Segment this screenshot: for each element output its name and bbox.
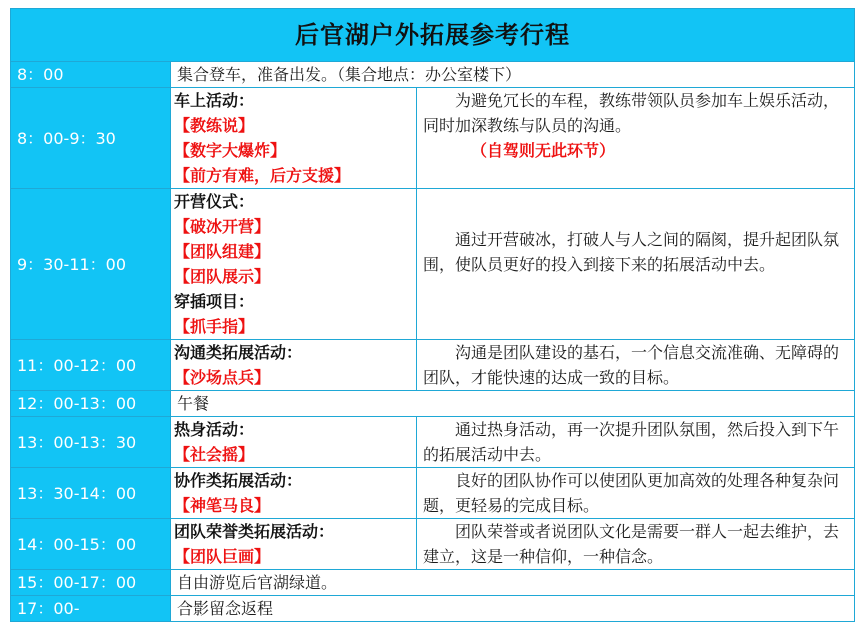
table-row xyxy=(11,468,855,519)
activity-heading: 车上活动： xyxy=(174,91,255,110)
activity-cell xyxy=(171,189,417,340)
table-row xyxy=(11,88,855,189)
description-cell xyxy=(417,519,855,570)
table-row xyxy=(11,391,855,417)
activity-item: 【团队组建】 xyxy=(174,242,271,261)
description-text: 通过开营破冰，打破人与人之间的隔阂，提升起团队氛围，使队员更好的投入到接下来的拓展活动中去。 xyxy=(423,229,840,274)
itinerary-document xyxy=(10,8,854,622)
itinerary-table xyxy=(10,8,855,622)
activity-item: 【沙场点兵】 xyxy=(174,368,271,387)
time-cell: 13：00-13：30 xyxy=(11,417,171,468)
activity-cell xyxy=(171,417,417,468)
table-row xyxy=(11,189,855,340)
table-row xyxy=(11,417,855,468)
activity-cell xyxy=(171,88,417,189)
description-cell xyxy=(417,340,855,391)
description-text: 通过热身活动，再一次提升团队氛围，然后投入到下午的拓展活动中去。 xyxy=(423,420,840,464)
activity-heading: 穿插项目： xyxy=(174,292,255,311)
activity-heading: 沟通类拓展活动： xyxy=(174,343,303,362)
activity-cell xyxy=(171,468,417,519)
activity-item: 【团队巨画】 xyxy=(174,547,271,566)
table-row xyxy=(11,340,855,391)
description-text: 良好的团队协作可以使团队更加高效的处理各种复杂问题，更轻易的完成目标。 xyxy=(423,471,840,515)
description-text: 沟通是团队建设的基石，一个信息交流准确、无障碍的团队，才能快速的达成一致的目标。 xyxy=(423,343,840,387)
time-cell: 13：30-14：00 xyxy=(11,468,171,519)
time-cell: 17：00- xyxy=(11,596,171,622)
content-cell: 集合登车，准备出发。（集合地点：办公室楼下） xyxy=(171,62,855,88)
time-cell: 11：00-12：00 xyxy=(11,340,171,391)
activity-item: 【前方有难，后方支援】 xyxy=(174,166,351,185)
title-row xyxy=(11,9,855,62)
description-cell xyxy=(417,189,855,340)
description-text: 团队荣誉或者说团队文化是需要一群人一起去维护，去建立，这是一种信仰，一种信念。 xyxy=(423,522,840,566)
activity-cell xyxy=(171,340,417,391)
activity-item: 【数字大爆炸】 xyxy=(174,141,287,160)
table-row xyxy=(11,596,855,622)
table-row xyxy=(11,519,855,570)
content-cell: 自由游览后官湖绿道。 xyxy=(171,570,855,596)
table-row xyxy=(11,570,855,596)
time-cell: 12：00-13：00 xyxy=(11,391,171,417)
description-cell xyxy=(417,417,855,468)
description-cell xyxy=(417,468,855,519)
activity-item: 【社会摇】 xyxy=(174,445,255,464)
activity-heading: 热身活动： xyxy=(174,420,255,439)
page-title: 后官湖户外拓展参考行程 xyxy=(11,9,855,62)
time-cell: 15：00-17：00 xyxy=(11,570,171,596)
time-cell: 8：00-9：30 xyxy=(11,88,171,189)
time-cell: 8：00 xyxy=(11,62,171,88)
description-cell xyxy=(417,88,855,189)
time-cell: 14：00-15：00 xyxy=(11,519,171,570)
activity-item: 【神笔马良】 xyxy=(174,496,271,515)
activity-item: 【破冰开营】 xyxy=(174,217,271,236)
description-note: （自驾则无此环节） xyxy=(471,141,616,160)
activity-heading: 开营仪式： xyxy=(174,192,255,211)
activity-item: 【团队展示】 xyxy=(174,267,271,286)
table-row xyxy=(11,62,855,88)
activity-heading: 团队荣誉类拓展活动： xyxy=(174,522,335,541)
content-cell: 合影留念返程 xyxy=(171,596,855,622)
activity-item: 【教练说】 xyxy=(174,116,255,135)
activity-item: 【抓手指】 xyxy=(174,317,255,336)
activity-heading: 协作类拓展活动： xyxy=(174,471,303,490)
activity-cell xyxy=(171,519,417,570)
description-text: 为避免冗长的车程，教练带领队员参加车上娱乐活动，同时加深教练与队员的沟通。 xyxy=(423,91,840,135)
content-cell: 午餐 xyxy=(171,391,855,417)
time-cell: 9：30-11：00 xyxy=(11,189,171,340)
